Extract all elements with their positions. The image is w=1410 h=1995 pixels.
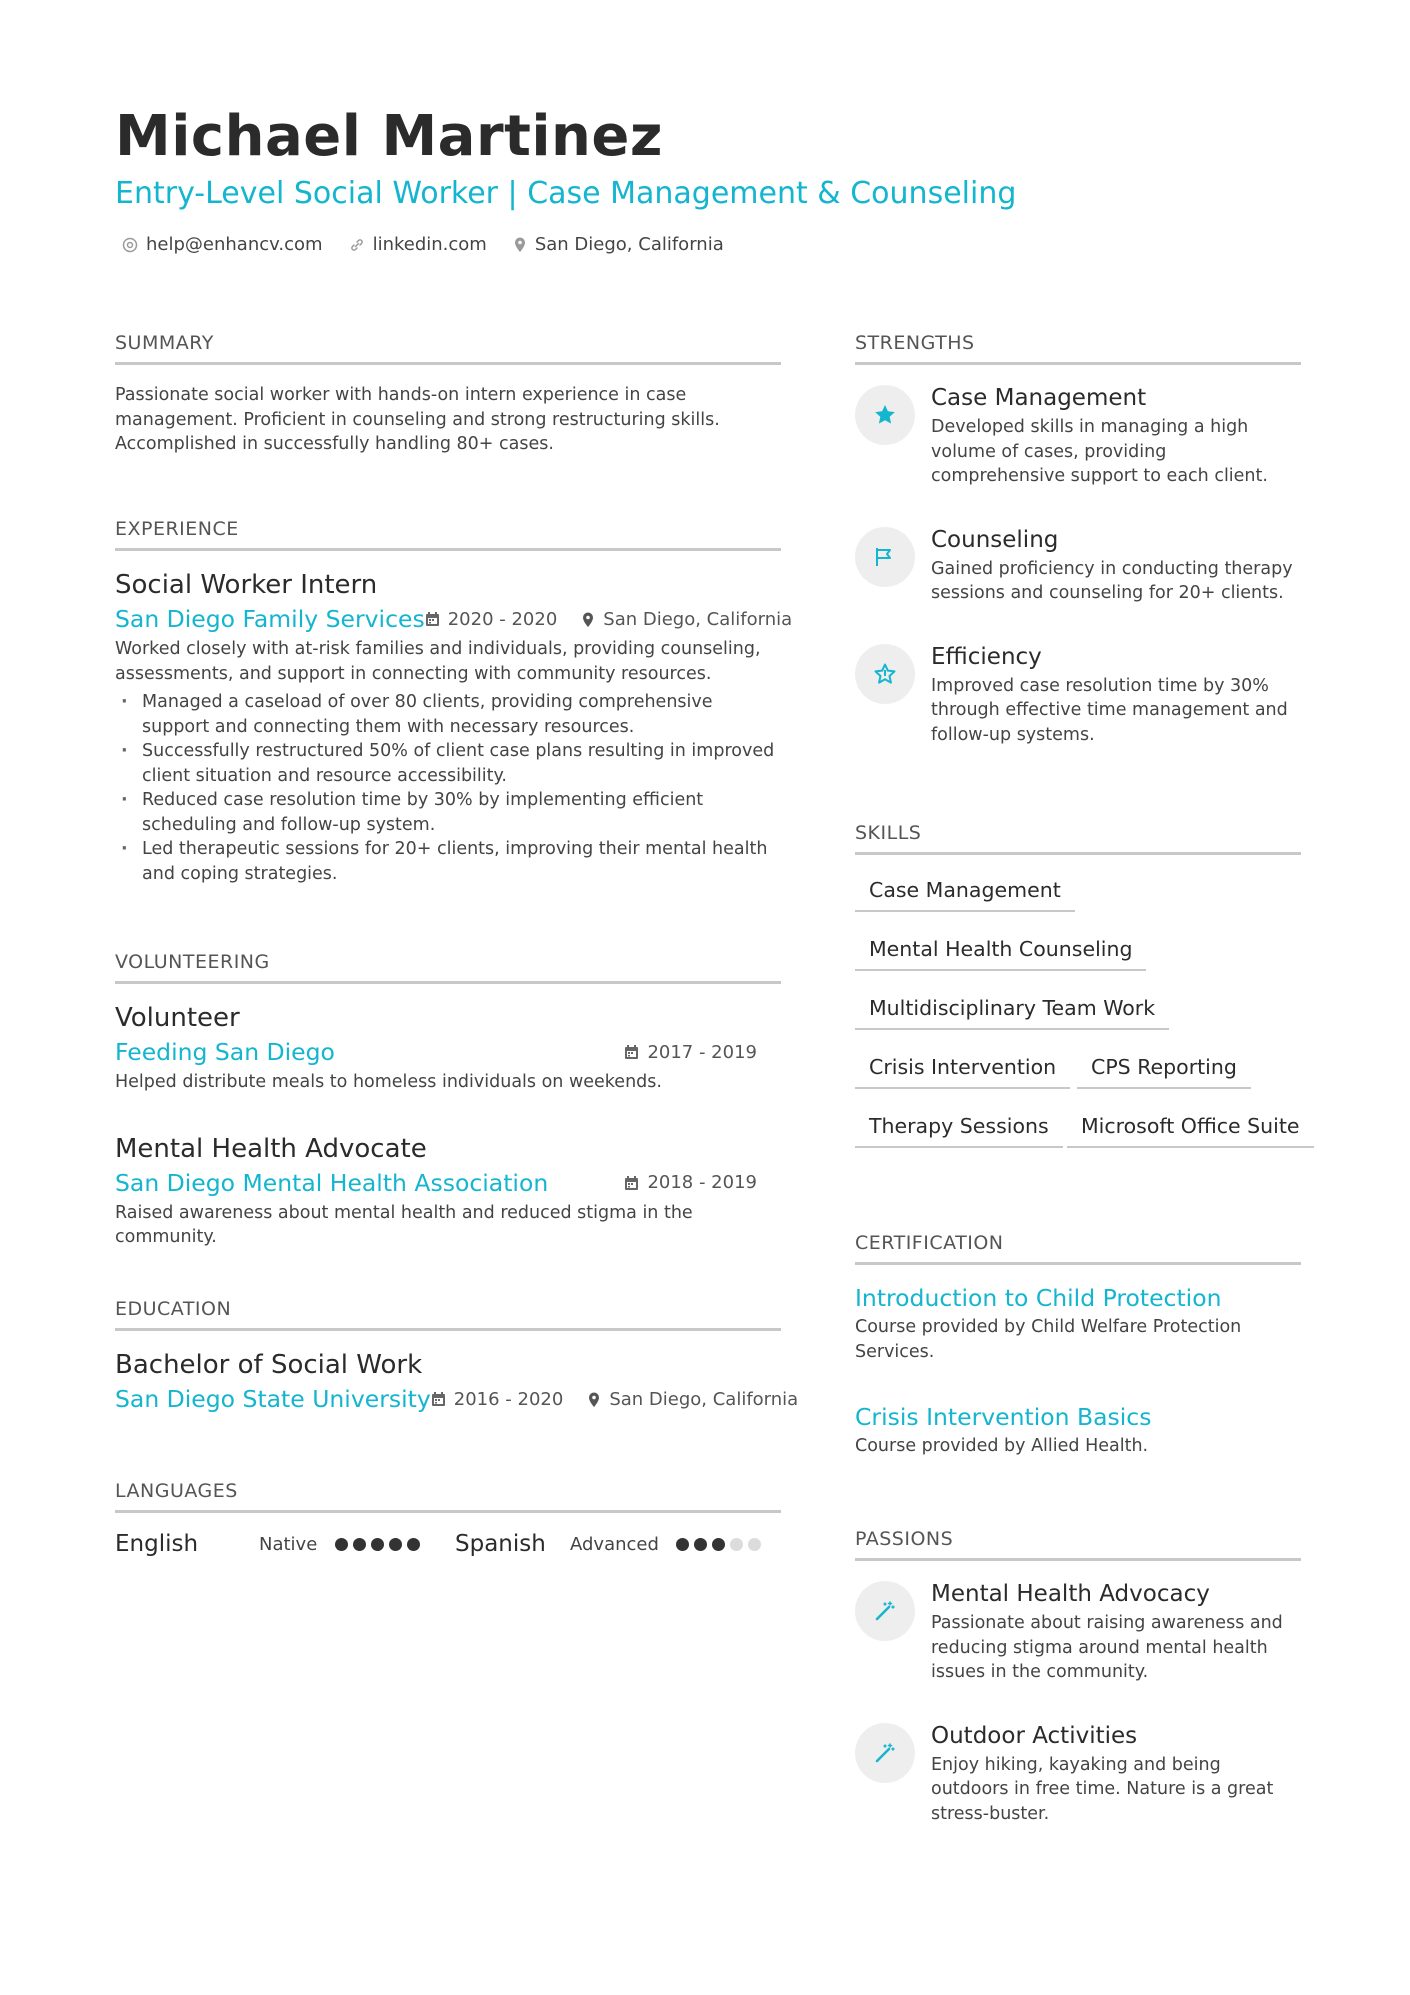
section-title: LANGUAGES bbox=[115, 1480, 781, 1513]
magic-wand-icon bbox=[873, 1741, 897, 1765]
job-location bbox=[581, 609, 792, 630]
volunteer-entry bbox=[115, 1002, 781, 1095]
education-dates-text: 2016 - 2020 bbox=[453, 1388, 564, 1410]
bullet-item: · Led therapeutic sessions for 20+ clients, improving their mental health and coping strategies. bbox=[115, 837, 781, 886]
passions-section bbox=[855, 1528, 1301, 1826]
candidate-name: Michael Martinez bbox=[115, 104, 663, 169]
strength-item bbox=[855, 383, 1301, 489]
job-dates bbox=[425, 609, 558, 630]
volunteer-dates bbox=[624, 1042, 757, 1063]
contact-location-text: San Diego, California bbox=[534, 234, 724, 255]
skill-tag: Crisis Intervention bbox=[855, 1055, 1070, 1089]
strength-title: Efficiency bbox=[931, 643, 1042, 670]
passion-item bbox=[855, 1579, 1301, 1685]
volunteering-section bbox=[115, 951, 781, 1250]
contact-linkedin-text: linkedin.com bbox=[372, 234, 487, 255]
strength-title: Counseling bbox=[931, 526, 1059, 553]
passion-description: Enjoy hiking, kayaking and being outdoors in free time. Nature is a great stress-buster. bbox=[931, 1754, 1274, 1824]
languages-row bbox=[115, 1531, 781, 1557]
volunteer-description: Helped distribute meals to homeless individuals on weekends. bbox=[115, 1072, 662, 1092]
passion-description: Passionate about raising awareness and reducing stigma around mental health issues in the community. bbox=[931, 1613, 1283, 1682]
volunteer-description: Raised awareness about mental health and reduced stigma in the community. bbox=[115, 1202, 693, 1247]
job-description: Worked closely with at-risk families and individuals, providing counseling, assessments, and support in connecting with community resources. bbox=[115, 639, 761, 684]
section-title: SKILLS bbox=[855, 822, 1301, 855]
summary-section bbox=[115, 332, 781, 457]
rating-dot-filled bbox=[694, 1538, 707, 1551]
calendar-icon bbox=[431, 1391, 446, 1407]
rating-dot-filled bbox=[353, 1538, 366, 1551]
volunteer-dates-text: 2018 - 2019 bbox=[647, 1172, 757, 1193]
strength-item bbox=[855, 642, 1301, 748]
skill-tag: Mental Health Counseling bbox=[855, 937, 1146, 971]
strength-description: Developed skills in managing a high volume of cases, providing comprehensive support to each client. bbox=[931, 417, 1268, 486]
strength-description: Improved case resolution time by 30% through effective time management and follow-up systems. bbox=[931, 675, 1288, 745]
rating-dot-filled bbox=[389, 1538, 402, 1551]
job-bullets bbox=[115, 690, 781, 886]
volunteer-dates bbox=[624, 1172, 757, 1193]
section-title: VOLUNTEERING bbox=[115, 951, 781, 984]
star-icon bbox=[873, 403, 897, 427]
section-title: STRENGTHS bbox=[855, 332, 1301, 365]
education-location-text: San Diego, California bbox=[609, 1388, 799, 1410]
calendar-icon bbox=[624, 1044, 639, 1060]
section-title: CERTIFICATION bbox=[855, 1232, 1301, 1265]
magic-wand-icon bbox=[873, 1599, 897, 1623]
rating-dot-filled bbox=[371, 1538, 384, 1551]
strength-description: Gained proficiency in conducting therapy sessions and counseling for 20+ clients. bbox=[931, 558, 1293, 603]
education-dates bbox=[431, 1389, 564, 1410]
bullet-item: · Reduced case resolution time by 30% by implementing efficient scheduling and follow-up system. bbox=[115, 788, 781, 837]
certification-item bbox=[855, 1402, 1301, 1459]
at-icon bbox=[122, 237, 138, 253]
rating-dot-filled bbox=[407, 1538, 420, 1551]
skill-tag: Multidisciplinary Team Work bbox=[855, 996, 1169, 1030]
certification-title: Introduction to Child Protection bbox=[855, 1284, 1222, 1312]
section-title: PASSIONS bbox=[855, 1528, 1301, 1561]
volunteer-role: Volunteer bbox=[115, 1003, 240, 1033]
passion-title: Outdoor Activities bbox=[931, 1722, 1138, 1749]
company-name: San Diego Family Services bbox=[115, 605, 425, 633]
school-name: San Diego State University bbox=[115, 1385, 431, 1413]
skill-tag: Case Management bbox=[855, 878, 1075, 912]
certification-description: Course provided by Allied Health. bbox=[855, 1436, 1149, 1456]
rating-dot-empty bbox=[730, 1538, 743, 1551]
section-title: EXPERIENCE bbox=[115, 518, 781, 551]
candidate-tagline: Entry-Level Social Worker | Case Management & Counseling bbox=[115, 176, 1017, 211]
volunteer-role: Mental Health Advocate bbox=[115, 1133, 427, 1164]
language-rating bbox=[335, 1538, 455, 1551]
language-level: Advanced bbox=[570, 1533, 659, 1555]
strength-icon-badge bbox=[855, 385, 915, 445]
certification-title: Crisis Intervention Basics bbox=[855, 1403, 1152, 1431]
passion-item bbox=[855, 1721, 1301, 1827]
volunteer-org: Feeding San Diego bbox=[115, 1038, 335, 1066]
skill-tag: Microsoft Office Suite bbox=[1067, 1114, 1314, 1148]
certification-item bbox=[855, 1283, 1301, 1364]
location-pin-icon bbox=[581, 611, 595, 628]
job-title: Social Worker Intern bbox=[115, 570, 378, 600]
contact-location bbox=[513, 234, 724, 255]
language-level: Native bbox=[259, 1533, 318, 1555]
contact-email[interactable] bbox=[122, 234, 323, 255]
job-dates-text: 2020 - 2020 bbox=[447, 608, 558, 630]
strength-item bbox=[855, 525, 1301, 606]
skills-section bbox=[855, 822, 1301, 1162]
degree-name: Bachelor of Social Work bbox=[115, 1350, 423, 1380]
languages-section bbox=[115, 1480, 781, 1557]
volunteer-dates-text: 2017 - 2019 bbox=[647, 1041, 757, 1063]
experience-entry bbox=[115, 569, 793, 886]
strengths-section bbox=[855, 332, 1301, 747]
strength-title: Case Management bbox=[931, 385, 1147, 411]
location-pin-icon bbox=[513, 236, 527, 253]
certification-section bbox=[855, 1232, 1301, 1459]
section-title: EDUCATION bbox=[115, 1298, 781, 1331]
contact-email-text: help@enhancv.com bbox=[146, 234, 323, 255]
passion-title: Mental Health Advocacy bbox=[931, 1581, 1210, 1607]
strength-icon-badge bbox=[855, 644, 915, 704]
rating-dot-empty bbox=[748, 1538, 761, 1551]
summary-text: Passionate social worker with hands-on intern experience in case management. Proficient in counseling and strong restructuring skills. Accomplished in successfully handling 80+ cases. bbox=[115, 385, 720, 454]
contact-row bbox=[122, 234, 724, 255]
volunteer-org: San Diego Mental Health Association bbox=[115, 1168, 549, 1197]
education-section bbox=[115, 1298, 799, 1413]
experience-section bbox=[115, 518, 793, 886]
certification-description: Course provided by Child Welfare Protection Services. bbox=[855, 1317, 1242, 1362]
section-title: SUMMARY bbox=[115, 332, 781, 365]
education-entry bbox=[115, 1349, 799, 1413]
language-name: English bbox=[115, 1531, 199, 1557]
education-location bbox=[587, 1389, 798, 1410]
rating-dot-filled bbox=[335, 1538, 348, 1551]
passion-icon-badge bbox=[855, 1581, 915, 1641]
rating-dot-filled bbox=[712, 1538, 725, 1551]
rating-dot-filled bbox=[676, 1538, 689, 1551]
strength-icon-badge bbox=[855, 527, 915, 587]
job-location-text: San Diego, California bbox=[603, 608, 793, 630]
calendar-icon bbox=[425, 611, 440, 627]
skill-tag: Therapy Sessions bbox=[855, 1114, 1063, 1148]
contact-linkedin[interactable] bbox=[349, 234, 487, 255]
bullet-item: · Successfully restructured 50% of client case plans resulting in improved client situation and resource accessibility. bbox=[115, 739, 781, 788]
passion-icon-badge bbox=[855, 1723, 915, 1783]
volunteer-entry bbox=[115, 1133, 781, 1250]
bullet-item: · Managed a caseload of over 80 clients, providing comprehensive support and connecting them with necessary resources. bbox=[115, 690, 781, 739]
flag-icon bbox=[873, 545, 897, 569]
star-outline-icon bbox=[873, 662, 897, 686]
calendar-icon bbox=[624, 1175, 639, 1191]
language-rating bbox=[676, 1538, 761, 1551]
language-name: Spanish bbox=[455, 1531, 546, 1557]
skill-tag: CPS Reporting bbox=[1077, 1055, 1251, 1089]
link-icon bbox=[349, 237, 365, 253]
location-pin-icon bbox=[587, 1391, 601, 1408]
